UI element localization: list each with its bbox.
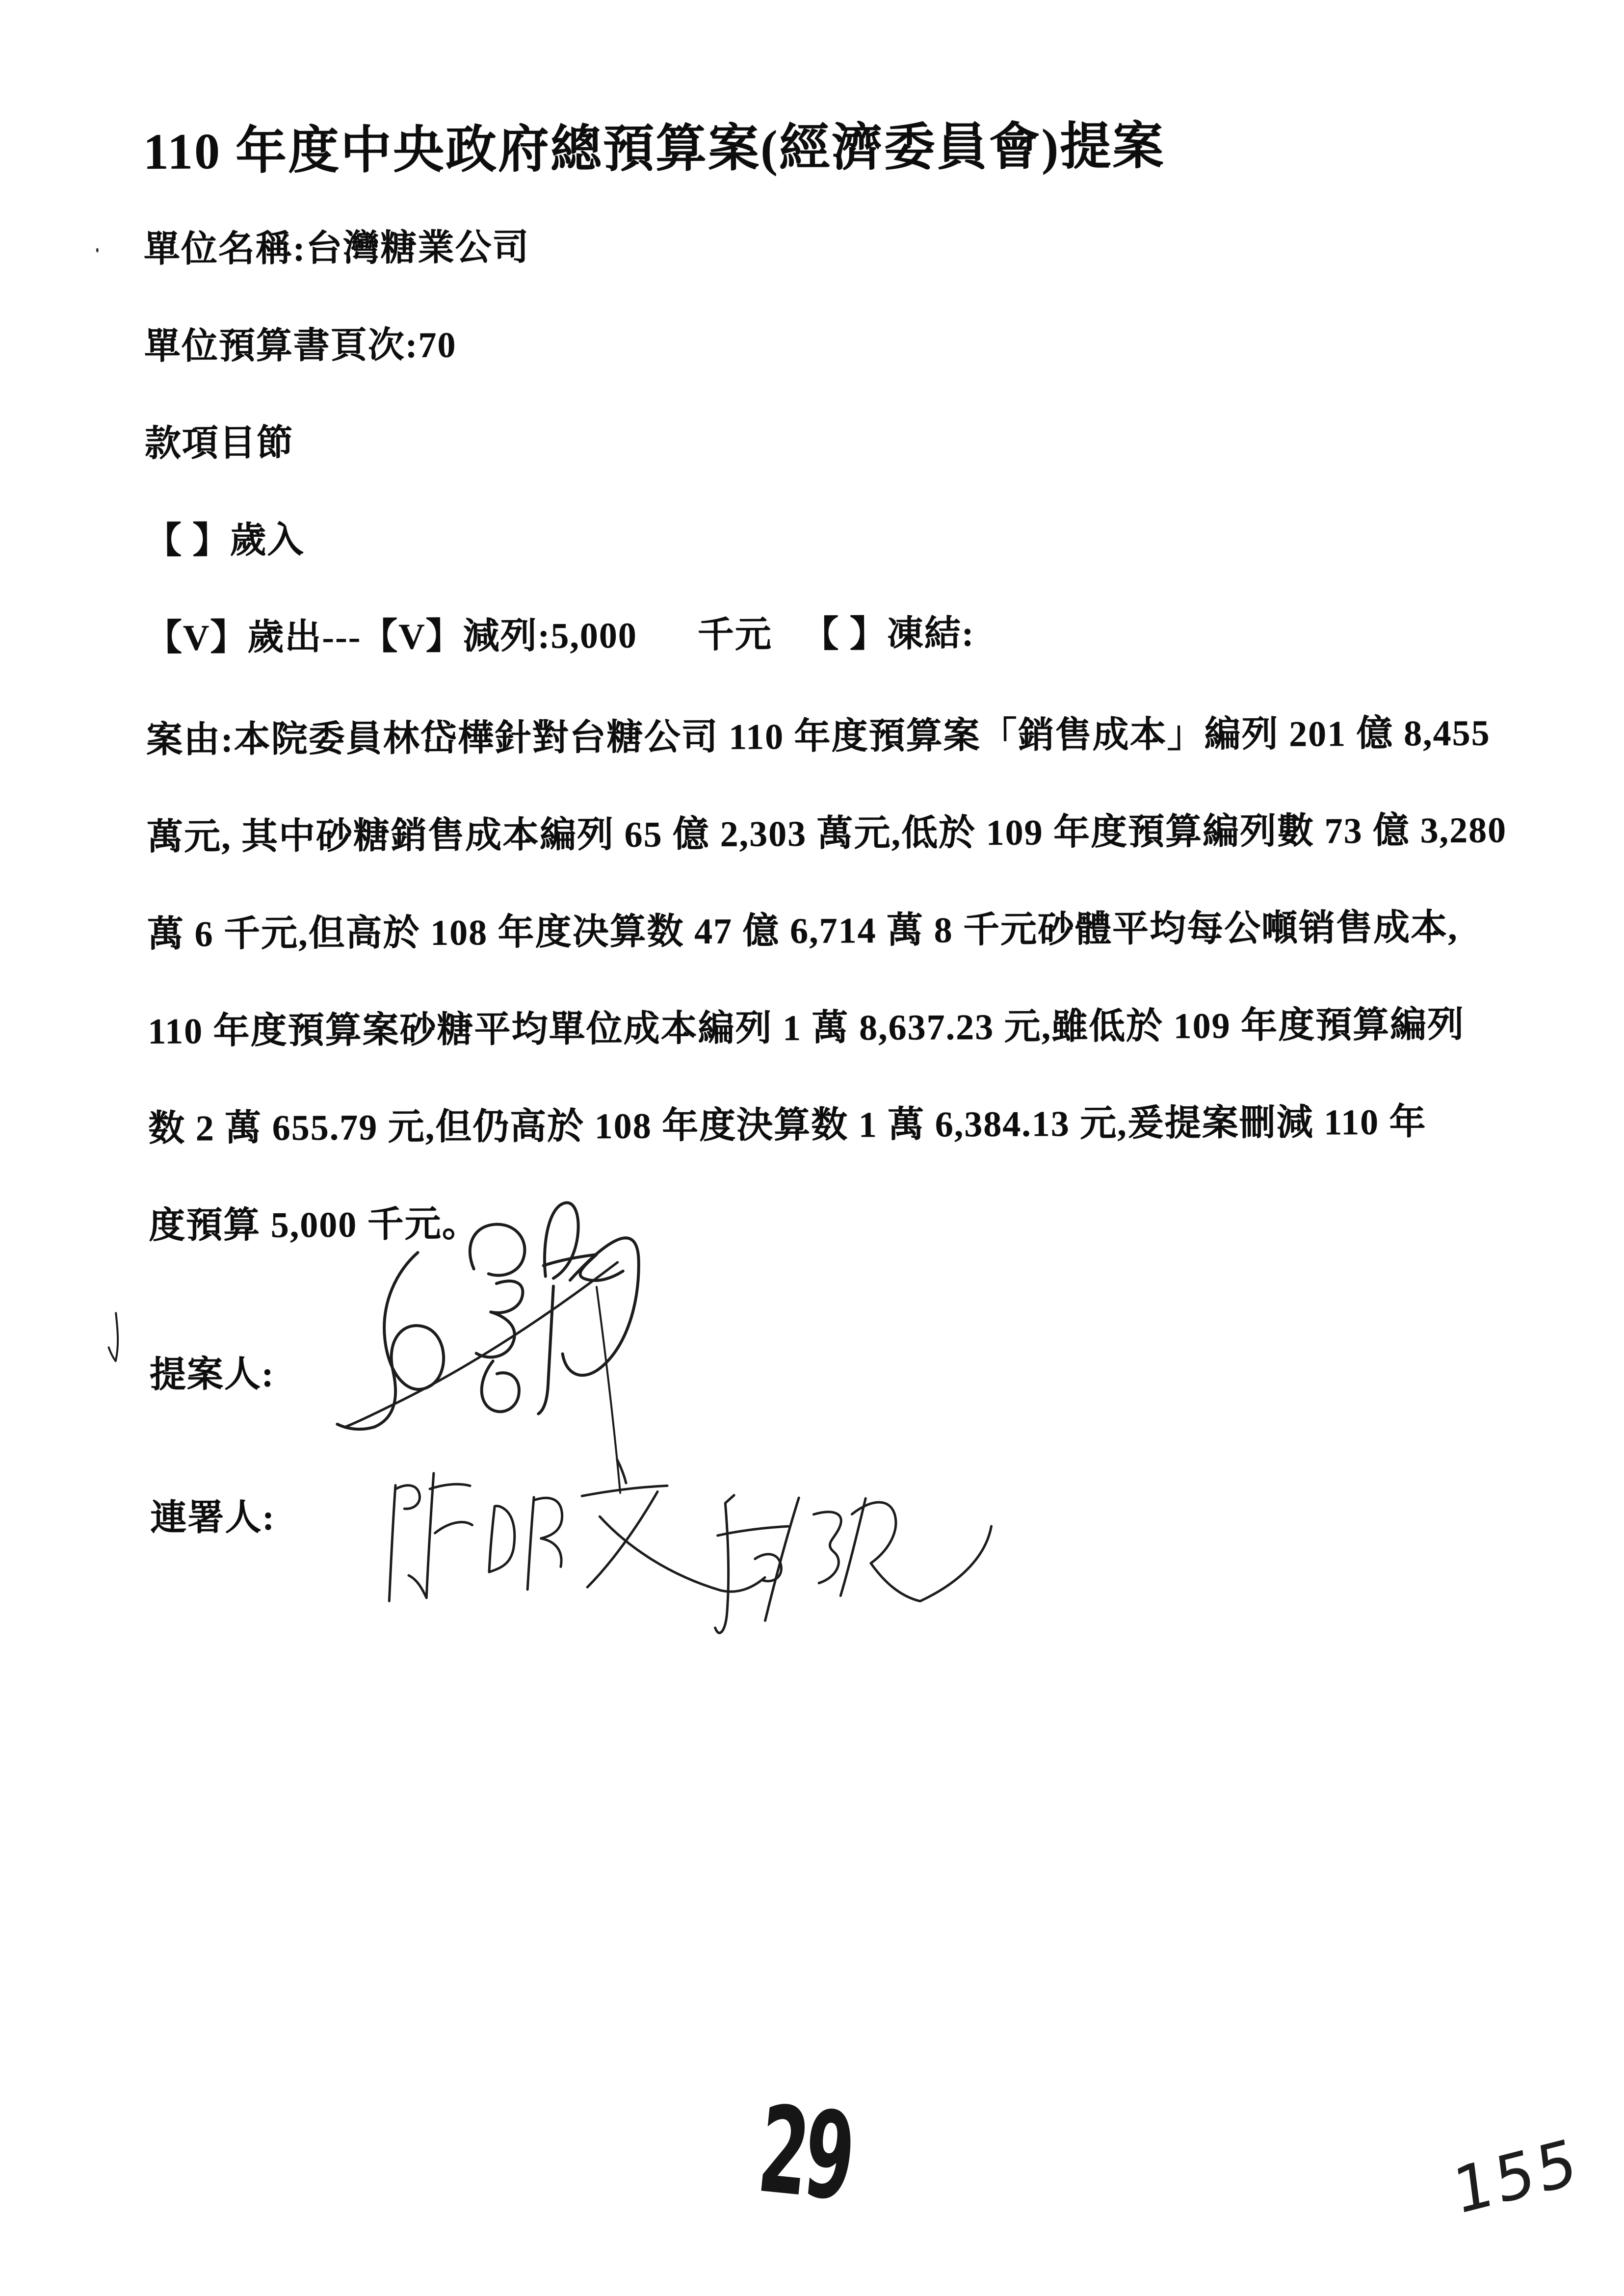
case-description-line-3: 萬 6 千元,但高於 108 年度决算数 47 億 6,714 萬 8 千元砂體平均每公噸销售成本,	[147, 907, 1458, 955]
handwritten-folio-number: 155	[1449, 2124, 1584, 2230]
section-item-line: 款項目節	[144, 423, 294, 464]
unit-name-line: 單位名稱:台灣糖業公司	[143, 227, 530, 270]
document-title: 110 年度中央政府總預算案(經濟委員會)提案	[143, 118, 1165, 180]
cosigner-label: 連署人:	[150, 1497, 276, 1539]
scan-artifact-speck	[96, 248, 99, 252]
case-description-line-1: 案由:本院委員林岱樺針對台糖公司 110 年度預算案「銷售成本」編列 201 億 8,455	[146, 713, 1491, 760]
case-description-line-5: 数 2 萬 655.79 元,但仍高於 108 年度決算数 1 萬 6,384.13 元,爰提案刪減 110 年	[148, 1102, 1427, 1149]
revenue-checkbox-line: 【 】歲入	[145, 520, 305, 561]
expenditure-checkbox-line: 【V】歲出---【V】減列:5,000 千元 【 】凍結:	[145, 614, 975, 658]
case-description-line-2: 萬元, 其中砂糖銷售成本編列 65 億 2,303 萬元,低於 109 年度預算編列數 73 億 3,280	[146, 810, 1507, 858]
proposer-label: 提案人:	[149, 1354, 275, 1395]
case-description-line-6: 度預算 5,000 千元。	[149, 1204, 479, 1246]
handwritten-page-number: 29	[753, 2079, 857, 2228]
cosigner-signature-2	[714, 1494, 992, 1633]
budget-book-page-line: 單位預算書頁次:70	[144, 325, 457, 367]
cosigner-signature-1	[389, 1459, 765, 1601]
proposer-signature	[336, 1202, 640, 1494]
case-description-line-4: 110 年度預算案砂糖平均單位成本編列 1 萬 8,637.23 元,雖低於 109 年度預算編列	[147, 1004, 1465, 1052]
handwritten-checkmark	[108, 1313, 118, 1361]
